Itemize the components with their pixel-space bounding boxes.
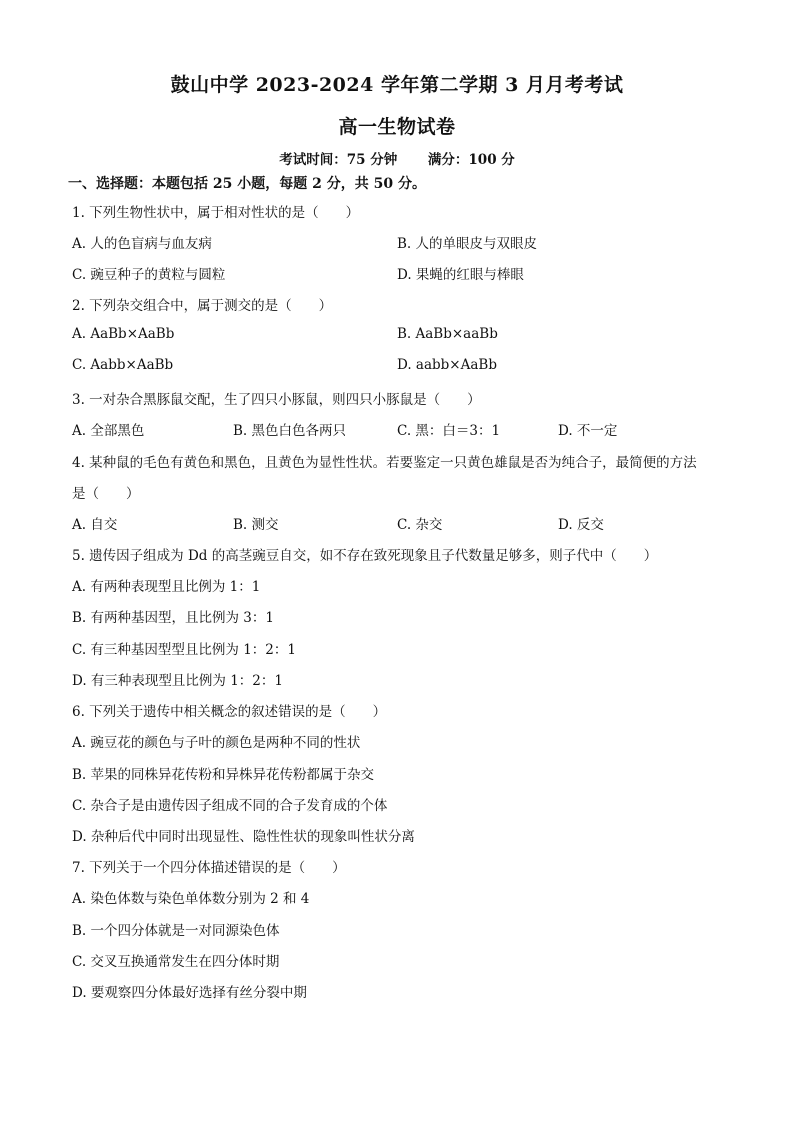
question-3-stem: 3. 一对杂合黑豚鼠交配，生了四只小豚鼠，则四只小豚鼠是（ ）: [72, 392, 481, 408]
question-7-option-d: D. 要观察四分体最好选择有丝分裂中期: [72, 985, 307, 1001]
question-1-option-b: B. 人的单眼皮与双眼皮: [397, 236, 538, 252]
question-1-stem: 1. 下列生物性状中，属于相对性状的是（ ）: [72, 205, 360, 221]
question-2-option-c: C. Aabb×AaBb: [72, 357, 174, 373]
full-score: 满分：100 分: [427, 152, 515, 168]
question-2-option-b: B. AaBb×aaBb: [397, 326, 498, 342]
exam-title: 鼓山中学 2023-2024 学年第二学期 3 月月考考试: [170, 74, 624, 96]
question-4-option-b: B. 测交: [233, 517, 279, 533]
question-4-option-a: A. 自交: [72, 517, 118, 533]
question-3-option-b: B. 黑色白色各两只: [233, 423, 347, 439]
question-1-option-d: D. 果蝇的红眼与棒眼: [397, 267, 524, 283]
question-7-option-b: B. 一个四分体就是一对同源染色体: [72, 923, 280, 939]
question-5-stem: 5. 遗传因子组成为 Dd 的高茎豌豆自交，如不存在致死现象且子代数量足够多，则子代中（ ）: [72, 548, 658, 564]
question-6-option-d: D. 杂种后代中同时出现显性、隐性性状的现象叫性状分离: [72, 829, 415, 845]
question-4-option-c: C. 杂交: [397, 517, 443, 533]
question-5-option-b: B. 有两种基因型，且比例为 3：1: [72, 610, 274, 626]
question-4-stem: 4. 某种鼠的毛色有黄色和黑色，且黄色为显性性状。若要鉴定一只黄色雄鼠是否为纯合子，最简便的方法: [72, 455, 697, 471]
question-3-option-a: A. 全部黑色: [72, 423, 145, 439]
section-heading: 一、选择题：本题包括 25 小题，每题 2 分，共 50 分。: [68, 176, 426, 192]
question-2-option-a: A. AaBb×AaBb: [72, 326, 175, 342]
question-6-stem: 6. 下列关于遗传中相关概念的叙述错误的是（ ）: [72, 704, 387, 720]
question-7-stem: 7. 下列关于一个四分体描述错误的是（ ）: [72, 860, 346, 876]
question-6-option-a: A. 豌豆花的颜色与子叶的颜色是两种不同的性状: [72, 735, 361, 751]
question-3-option-d: D. 不一定: [558, 423, 618, 439]
question-4-stem-cont: 是（ ）: [72, 486, 140, 502]
question-7-option-c: C. 交叉互换通常发生在四分体时期: [72, 954, 280, 970]
question-5-option-d: D. 有三种表现型且比例为 1：2：1: [72, 673, 283, 689]
question-2-stem: 2. 下列杂交组合中，属于测交的是（ ）: [72, 298, 333, 314]
question-4-option-d: D. 反交: [558, 517, 604, 533]
exam-time: 考试时间：75 分钟: [279, 152, 398, 168]
question-6-option-b: B. 苹果的同株异花传粉和异株异花传粉都属于杂交: [72, 767, 375, 783]
question-5-option-a: A. 有两种表现型且比例为 1：1: [72, 579, 261, 595]
question-1-option-c: C. 豌豆种子的黄粒与圆粒: [72, 267, 226, 283]
question-3-option-c: C. 黑：白＝3：1: [397, 423, 501, 439]
exam-meta: [0, 148, 794, 168]
question-6-option-c: C. 杂合子是由遗传因子组成不同的合子发育成的个体: [72, 798, 388, 814]
question-2-option-d: D. aabb×AaBb: [397, 357, 497, 373]
question-5-option-c: C. 有三种基因型型且比例为 1：2：1: [72, 642, 296, 658]
question-7-option-a: A. 染色体数与染色单体数分别为 2 和 4: [72, 891, 310, 907]
exam-subtitle: 高一生物试卷: [338, 116, 456, 138]
question-1-option-a: A. 人的色盲病与血友病: [72, 236, 212, 252]
